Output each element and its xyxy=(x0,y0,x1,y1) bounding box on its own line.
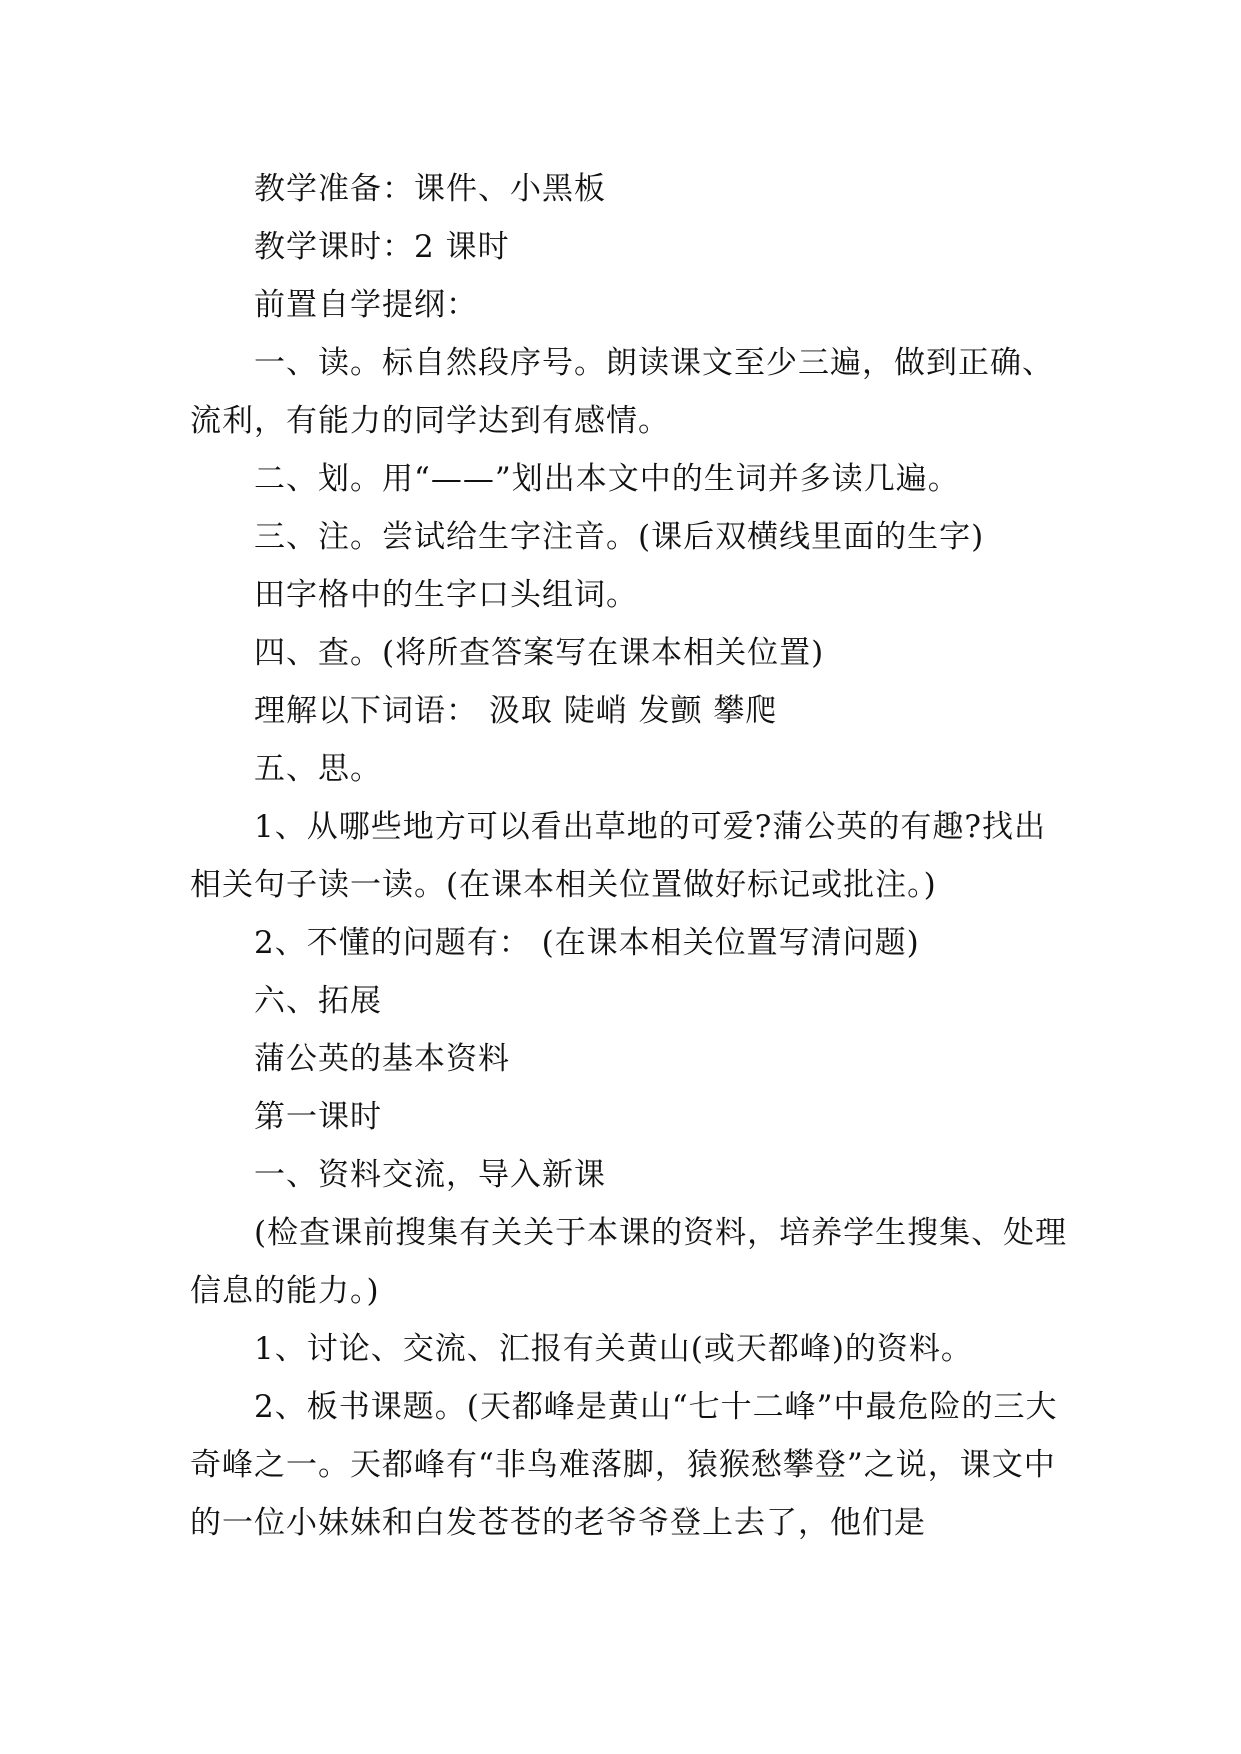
document-body xyxy=(190,160,1070,1552)
paragraph-read: 一、读。标自然段序号。朗读课文至少三遍，做到正确、流利，有能力的同学达到有感情。 xyxy=(190,345,1054,439)
paragraph-check-materials: (检查课前搜集有关关于本课的资料，培养学生搜集、处理信息的能力。) xyxy=(190,1215,1068,1309)
paragraph-teaching-prep: 教学准备：课件、小黑板 xyxy=(254,171,606,207)
paragraph-lookup: 四、查。(将所查答案写在课本相关位置) xyxy=(254,635,825,671)
paragraph-intro-section: 一、资料交流，导入新课 xyxy=(254,1157,606,1193)
paragraph-dandelion-info: 蒲公英的基本资料 xyxy=(254,1041,510,1077)
paragraph-think: 五、思。 xyxy=(254,751,382,787)
paragraph-annotate: 三、注。尝试给生字注音。(课后双横线里面的生字) xyxy=(254,519,985,555)
paragraph-question-2: 2、不懂的问题有： (在课本相关位置写清问题) xyxy=(254,925,920,961)
paragraph-board-title: 2、板书课题。(天都峰是黄山“七十二峰”中最危险的三大奇峰之一。天都峰有“非鸟难落脚，猿猴愁攀登”之说，课文中的一位小妹妹和白发苍苍的老爷爷登上去了，他们是 xyxy=(190,1389,1058,1541)
paragraph-teaching-hours: 教学课时：2 课时 xyxy=(254,229,510,265)
paragraph-first-lesson: 第一课时 xyxy=(254,1099,382,1135)
paragraph-extension: 六、拓展 xyxy=(254,983,382,1019)
paragraph-vocabulary: 理解以下词语： 汲取 陡峭 发颤 攀爬 xyxy=(254,693,778,729)
paragraph-self-study-outline: 前置自学提纲： xyxy=(254,287,478,323)
paragraph-question-1: 1、从哪些地方可以看出草地的可爱?蒲公英的有趣?找出相关句子读一读。(在课本相关位置做好标记或批注。) xyxy=(190,809,1046,903)
paragraph-word-groups: 田字格中的生字口头组词。 xyxy=(254,577,638,613)
paragraph-discuss: 1、讨论、交流、汇报有关黄山(或天都峰)的资料。 xyxy=(254,1331,973,1367)
paragraph-underline: 二、划。用“——”划出本文中的生词并多读几遍。 xyxy=(254,461,960,497)
